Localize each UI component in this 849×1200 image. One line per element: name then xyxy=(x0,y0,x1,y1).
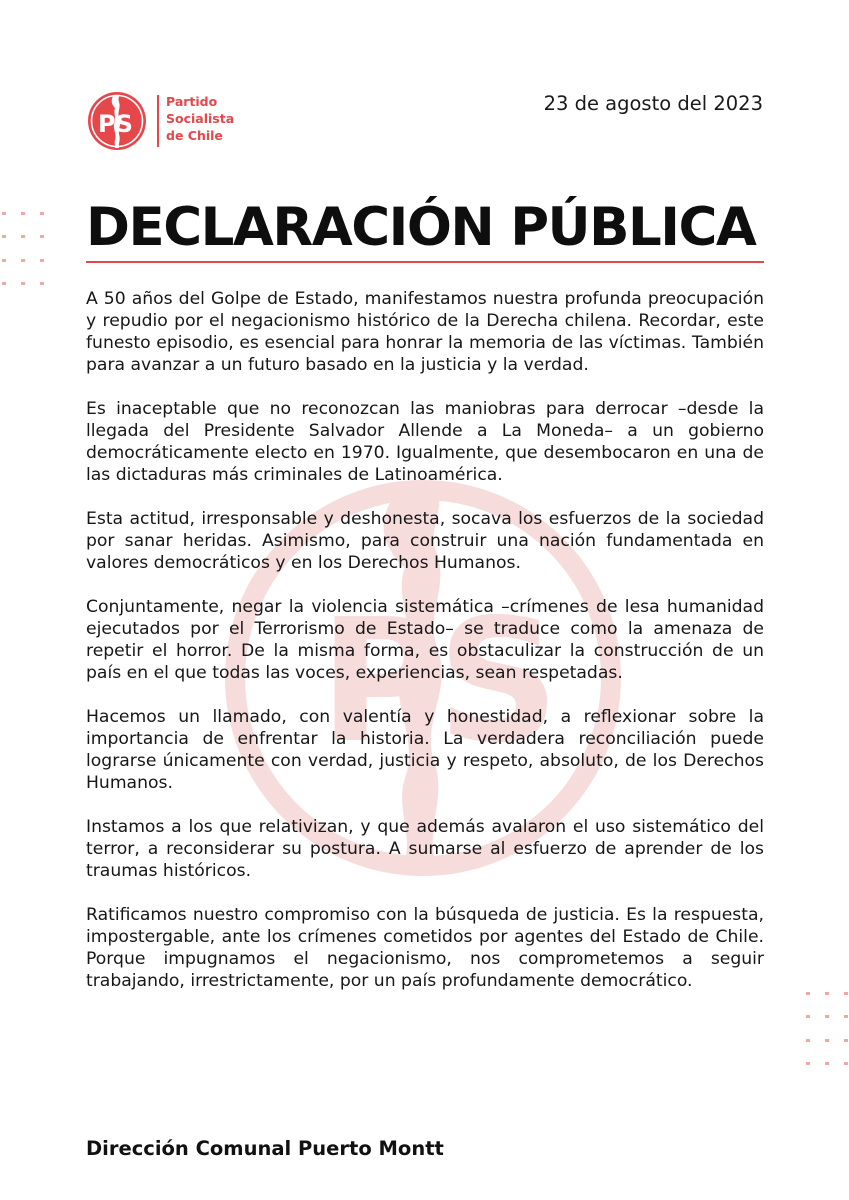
page-title: DECLARACIÓN PÚBLICA xyxy=(86,197,756,258)
svg-text:P: P xyxy=(319,583,444,781)
paragraph-4: Conjuntamente, negar la violencia sistemática –crímenes de lesa humanidad ejecutados por el Terrorismo de Estado– se traduce como la amenaza de repetir el horror. De la misma forma, es obstaculizar la construcción de un país en el que todas las voces, experiencias, sean respetadas. xyxy=(86,597,764,683)
paragraph-6: Instamos a los que relativizan, y que además avalaron el uso sistemático del terror, a reconsiderar su postura. A sumarse al esfuerzo de aprender de los traumas históricos. xyxy=(86,817,764,881)
paragraph-2: Es inaceptable que no reconozcan las maniobras para derrocar –desde la llegada del Presidente Salvador Allende a La Moneda– a un gobierno democráticamente electo en 1970. Igualmente, que desembocaron en una de las dictaduras más criminales de Latinoamérica. xyxy=(86,399,764,485)
logo-mark-text: PS xyxy=(98,110,133,138)
paragraph-7: Ratificamos nuestro compromiso con la búsqueda de justicia. Es la respuesta, impostergable, ante los crímenes cometidos por agentes del Estado de Chile. Porque impugnamos el negacionismo, nos comprometemos a seguir trabajando, irrestrictamente, por un país profundamente democrático. xyxy=(86,905,764,991)
logo-line-3: de Chile xyxy=(166,128,223,143)
paragraph-1: A 50 años del Golpe de Estado, manifestamos nuestra profunda preocupación y repudio por el negacionismo histórico de la Derecha chilena. Recordar, este funesto episodio, es esencial para honrar la memoria de las víctimas. También para avanzar a un futuro basado en la justicia y la verdad. xyxy=(86,289,764,375)
dots-decoration-left xyxy=(0,212,50,288)
paragraph-3: Esta actitud, irresponsable y deshonesta, socava los esfuerzos de la sociedad por sanar heridas. Asimismo, para construir una nación fundamentada en valores democráticos y en los Derechos Humanos. xyxy=(86,509,764,573)
logo-text xyxy=(166,93,261,144)
signature: Dirección Comunal Puerto Montt xyxy=(86,1137,444,1160)
declaration-body xyxy=(86,288,764,992)
paragraph-5: Hacemos un llamado, con valentía y honestidad, a reflexionar sobre la importancia de enfrentar la historia. La verdadera reconciliación puede lograrse únicamente con verdad, justicia y respeto, absoluto, de los Derechos Humanos. xyxy=(86,707,764,793)
logo-separator xyxy=(157,95,159,147)
title-underline xyxy=(86,261,764,263)
logo-line-2: Socialista xyxy=(166,111,235,126)
svg-text:S: S xyxy=(437,583,560,781)
document-date: 23 de agosto del 2023 xyxy=(543,92,763,115)
ps-party-emblem-icon xyxy=(86,90,148,152)
logo-line-1: Partido xyxy=(166,94,218,109)
party-logo xyxy=(86,90,256,156)
dots-decoration-right xyxy=(806,992,849,1068)
